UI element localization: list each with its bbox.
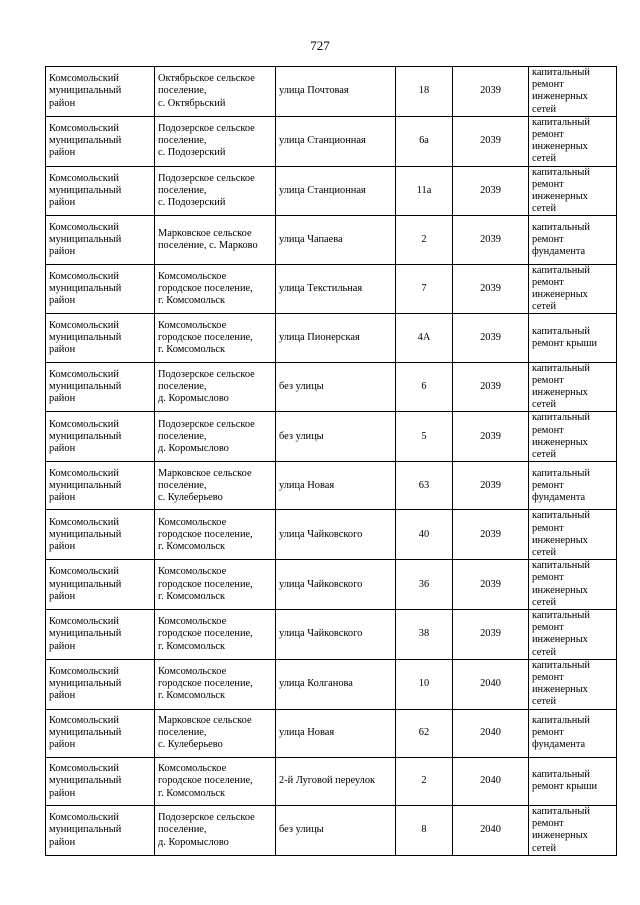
district-cell — [46, 362, 155, 412]
settlement-cell-line: городское поселение, — [158, 775, 253, 787]
settlement-cell-line: г. Комсомольск — [158, 344, 226, 356]
year-cell: 2040 — [453, 757, 529, 805]
table-row — [46, 67, 617, 117]
table-row — [46, 560, 617, 610]
district-cell-line: район — [49, 344, 76, 356]
settlement-cell-line: городское поселение, — [158, 282, 253, 294]
street-cell: улица Чапаева — [276, 216, 396, 264]
settlement-cell-line: с. Кулеберьево — [158, 491, 223, 503]
settlement-cell — [155, 610, 276, 660]
work-type-cell-line: ремонт — [532, 522, 564, 534]
work-type-cell-line: инженерных — [532, 684, 588, 696]
settlement-cell-line: г. Комсомольск — [158, 590, 226, 602]
year-cell: 2039 — [453, 412, 529, 462]
work-type-cell-line: сетей — [532, 399, 557, 411]
district-cell — [46, 462, 155, 510]
year-cell: 2040 — [453, 709, 529, 757]
settlement-cell-line: городское поселение, — [158, 678, 253, 690]
district-cell-line: муниципальный — [49, 85, 122, 97]
work-type-cell-line: ремонт — [532, 129, 564, 141]
district-cell-line: район — [49, 246, 76, 258]
settlement-cell-line: Марковское сельское — [158, 467, 252, 479]
year-cell: 2039 — [453, 314, 529, 362]
work-type-cell-line: ремонт — [532, 622, 564, 634]
district-cell — [46, 216, 155, 264]
district-cell-line: район — [49, 690, 76, 702]
table-row — [46, 709, 617, 757]
settlement-cell — [155, 216, 276, 264]
district-cell-line: Комсомольский — [49, 516, 119, 528]
work-type-cell-line: сетей — [532, 203, 557, 215]
settlement-cell — [155, 806, 276, 856]
work-type-cell-line: ремонт — [532, 572, 564, 584]
work-type-cell-line: ремонт — [532, 374, 564, 386]
house-number-cell: 8 — [396, 806, 453, 856]
work-type-cell-line: сетей — [532, 646, 557, 658]
work-type-cell-line: сетей — [532, 547, 557, 559]
settlement-cell — [155, 314, 276, 362]
work-type-cell-line: ремонт — [532, 178, 564, 190]
settlement-cell-line: поселение, — [158, 85, 207, 97]
work-type-cell-line: капитальный — [532, 560, 590, 572]
work-type-cell-line: фундамента — [532, 246, 586, 258]
work-type-cell-line: ремонт — [532, 479, 564, 491]
work-type-cell-line: инженерных — [532, 830, 588, 842]
page-number: 727 — [310, 38, 330, 53]
district-cell — [46, 757, 155, 805]
work-type-cell-line: инженерных — [532, 436, 588, 448]
settlement-cell-line: поселение, — [158, 479, 207, 491]
table-row — [46, 757, 617, 805]
street-cell: улица Станционная — [276, 166, 396, 216]
settlement-cell-line: д. Коромыслово — [158, 393, 229, 405]
district-cell-line: Комсомольский — [49, 616, 119, 628]
district-cell-line: Комсомольский — [49, 368, 119, 380]
settlement-cell-line: поселение, — [158, 727, 207, 739]
year-cell: 2039 — [453, 216, 529, 264]
settlement-cell-line: поселение, — [158, 430, 207, 442]
district-cell-line: район — [49, 197, 76, 209]
work-type-cell-line: инженерных — [532, 584, 588, 596]
work-type-cell-line: капитальный — [532, 116, 590, 128]
house-number-cell: 36 — [396, 560, 453, 610]
settlement-cell-line: поселение, с. Марково — [158, 240, 258, 252]
settlement-cell — [155, 560, 276, 610]
work-type-cell — [529, 610, 617, 660]
settlement-cell — [155, 166, 276, 216]
district-cell-line: муниципальный — [49, 135, 122, 147]
work-type-cell-line: капитальный — [532, 221, 590, 233]
house-number-cell: 2 — [396, 757, 453, 805]
work-type-cell-line: ремонт — [532, 424, 564, 436]
settlement-cell-line: г. Комсомольск — [158, 295, 226, 307]
table-body — [46, 67, 617, 856]
street-cell: без улицы — [276, 362, 396, 412]
district-cell — [46, 412, 155, 462]
house-number-cell: 11а — [396, 166, 453, 216]
street-cell: улица Чайковского — [276, 510, 396, 560]
settlement-cell-line: с. Подозерский — [158, 197, 226, 209]
work-type-cell-line: ремонт — [532, 672, 564, 684]
district-cell-line: Комсомольский — [49, 763, 119, 775]
district-cell-line: муниципальный — [49, 331, 122, 343]
work-type-cell — [529, 510, 617, 560]
year-cell: 2039 — [453, 264, 529, 314]
settlement-cell — [155, 659, 276, 709]
work-type-cell-line: инженерных — [532, 141, 588, 153]
work-type-cell-line: сетей — [532, 301, 557, 313]
work-type-cell-line: сетей — [532, 696, 557, 708]
year-cell: 2039 — [453, 510, 529, 560]
district-cell — [46, 560, 155, 610]
district-cell-line: муниципальный — [49, 775, 122, 787]
house-number-cell: 18 — [396, 67, 453, 117]
settlement-cell — [155, 264, 276, 314]
work-type-cell-line: капитальный — [532, 166, 590, 178]
street-cell: улица Чайковского — [276, 560, 396, 610]
house-number-cell: 4А — [396, 314, 453, 362]
year-cell: 2039 — [453, 560, 529, 610]
settlement-cell — [155, 757, 276, 805]
table-row — [46, 264, 617, 314]
work-type-cell-line: фундамента — [532, 739, 586, 751]
district-cell — [46, 610, 155, 660]
settlement-cell-line: поселение, — [158, 380, 207, 392]
settlement-cell-line: Подозерское сельское — [158, 418, 255, 430]
district-cell-line: муниципальный — [49, 380, 122, 392]
district-cell-line: район — [49, 640, 76, 652]
settlement-cell-line: Подозерское сельское — [158, 368, 255, 380]
settlement-cell-line: Комсомольское — [158, 616, 227, 628]
table-row — [46, 166, 617, 216]
table-row — [46, 216, 617, 264]
settlement-cell — [155, 362, 276, 412]
work-type-cell-line: инженерных — [532, 91, 588, 103]
work-type-cell — [529, 116, 617, 166]
district-cell-line: район — [49, 295, 76, 307]
house-number-cell: 7 — [396, 264, 453, 314]
settlement-cell-line: городское поселение, — [158, 331, 253, 343]
settlement-cell-line: Подозерское сельское — [158, 122, 255, 134]
table-row — [46, 659, 617, 709]
house-number-cell: 38 — [396, 610, 453, 660]
work-type-cell-line: сетей — [532, 103, 557, 115]
settlement-cell-line: городское поселение, — [158, 628, 253, 640]
work-type-cell-line: инженерных — [532, 387, 588, 399]
house-number-cell: 6 — [396, 362, 453, 412]
year-cell: 2039 — [453, 116, 529, 166]
settlement-cell-line: Комсомольское — [158, 270, 227, 282]
district-cell-line: Комсомольский — [49, 221, 119, 233]
settlement-cell-line: Комсомольское — [158, 566, 227, 578]
district-cell-line: район — [49, 393, 76, 405]
work-type-cell — [529, 462, 617, 510]
street-cell: 2-й Луговой переулок — [276, 757, 396, 805]
district-cell-line: Комсомольский — [49, 812, 119, 824]
work-type-cell-line: ремонт — [532, 727, 564, 739]
house-number-cell: 40 — [396, 510, 453, 560]
street-cell: улица Станционная — [276, 116, 396, 166]
district-cell-line: район — [49, 540, 76, 552]
work-type-cell-line: капитальный — [532, 806, 590, 818]
street-cell: улица Новая — [276, 709, 396, 757]
house-number-cell: 10 — [396, 659, 453, 709]
settlement-cell-line: г. Комсомольск — [158, 640, 226, 652]
year-cell: 2039 — [453, 166, 529, 216]
district-cell-line: Комсомольский — [49, 714, 119, 726]
settlement-cell-line: с. Подозерский — [158, 147, 226, 159]
settlement-cell-line: Комсомольское — [158, 319, 227, 331]
settlement-cell-line: городское поселение, — [158, 528, 253, 540]
settlement-cell-line: с. Октябрьский — [158, 97, 226, 109]
district-cell-line: район — [49, 147, 76, 159]
year-cell: 2039 — [453, 67, 529, 117]
work-type-cell — [529, 709, 617, 757]
district-cell-line: муниципальный — [49, 184, 122, 196]
work-type-cell — [529, 560, 617, 610]
work-type-cell-line: капитальный — [532, 264, 590, 276]
district-cell-line: Комсомольский — [49, 418, 119, 430]
district-cell-line: Комсомольский — [49, 73, 119, 85]
work-type-cell-line: капитальный — [532, 610, 590, 622]
work-type-cell-line: инженерных — [532, 534, 588, 546]
work-type-cell — [529, 67, 617, 117]
work-type-cell — [529, 806, 617, 856]
year-cell: 2039 — [453, 610, 529, 660]
house-number-cell: 6а — [396, 116, 453, 166]
work-type-cell — [529, 216, 617, 264]
table-row — [46, 412, 617, 462]
settlement-cell-line: Марковское сельское — [158, 714, 252, 726]
district-cell-line: район — [49, 97, 76, 109]
district-cell — [46, 659, 155, 709]
work-type-cell-line: ремонт крыши — [532, 781, 598, 793]
table-row — [46, 806, 617, 856]
work-type-cell-line: инженерных — [532, 289, 588, 301]
year-cell: 2040 — [453, 659, 529, 709]
work-type-cell — [529, 264, 617, 314]
district-cell-line: муниципальный — [49, 727, 122, 739]
work-type-cell — [529, 166, 617, 216]
street-cell: улица Текстильная — [276, 264, 396, 314]
district-cell-line: Комсомольский — [49, 566, 119, 578]
district-cell-line: муниципальный — [49, 430, 122, 442]
work-type-cell-line: ремонт — [532, 276, 564, 288]
work-type-cell-line: ремонт — [532, 818, 564, 830]
district-cell — [46, 166, 155, 216]
district-cell — [46, 510, 155, 560]
settlement-cell — [155, 462, 276, 510]
street-cell: улица Новая — [276, 462, 396, 510]
settlement-cell — [155, 67, 276, 117]
housing-repair-table — [45, 66, 617, 856]
district-cell-line: Комсомольский — [49, 122, 119, 134]
work-type-cell-line: капитальный — [532, 714, 590, 726]
district-cell — [46, 116, 155, 166]
street-cell: без улицы — [276, 412, 396, 462]
district-cell-line: район — [49, 491, 76, 503]
work-type-cell-line: инженерных — [532, 634, 588, 646]
district-cell-line: Комсомольский — [49, 467, 119, 479]
house-number-cell: 62 — [396, 709, 453, 757]
settlement-cell-line: поселение, — [158, 184, 207, 196]
work-type-cell-line: сетей — [532, 842, 557, 854]
work-type-cell-line: фундамента — [532, 491, 586, 503]
table-row — [46, 362, 617, 412]
work-type-cell — [529, 757, 617, 805]
settlement-cell-line: с. Кулеберьево — [158, 739, 223, 751]
year-cell: 2039 — [453, 362, 529, 412]
settlement-cell-line: Подозерское сельское — [158, 172, 255, 184]
settlement-cell-line: Комсомольское — [158, 665, 227, 677]
district-cell-line: Комсомольский — [49, 270, 119, 282]
district-cell-line: район — [49, 442, 76, 454]
work-type-cell-line: сетей — [532, 449, 557, 461]
district-cell-line: Комсомольский — [49, 172, 119, 184]
work-type-cell-line: капитальный — [532, 362, 590, 374]
district-cell-line: район — [49, 590, 76, 602]
district-cell-line: муниципальный — [49, 233, 122, 245]
work-type-cell-line: ремонт крыши — [532, 338, 598, 350]
table-row — [46, 610, 617, 660]
district-cell-line: район — [49, 836, 76, 848]
district-cell-line: муниципальный — [49, 578, 122, 590]
work-type-cell — [529, 412, 617, 462]
district-cell — [46, 709, 155, 757]
house-number-cell: 63 — [396, 462, 453, 510]
work-type-cell-line: капитальный — [532, 467, 590, 479]
district-cell — [46, 67, 155, 117]
district-cell-line: муниципальный — [49, 528, 122, 540]
work-type-cell-line: капитальный — [532, 659, 590, 671]
district-cell-line: район — [49, 739, 76, 751]
street-cell: улица Почтовая — [276, 67, 396, 117]
settlement-cell-line: Комсомольское — [158, 516, 227, 528]
work-type-cell-line: капитальный — [532, 510, 590, 522]
work-type-cell-line: сетей — [532, 596, 557, 608]
settlement-cell-line: г. Комсомольск — [158, 787, 226, 799]
settlement-cell-line: г. Комсомольск — [158, 690, 226, 702]
district-cell-line: муниципальный — [49, 628, 122, 640]
district-cell-line: район — [49, 787, 76, 799]
settlement-cell — [155, 412, 276, 462]
settlement-cell-line: д. Коромыслово — [158, 442, 229, 454]
work-type-cell-line: ремонт — [532, 233, 564, 245]
work-type-cell-line: ремонт — [532, 79, 564, 91]
table-row — [46, 314, 617, 362]
district-cell — [46, 314, 155, 362]
street-cell: улица Чайковского — [276, 610, 396, 660]
district-cell-line: муниципальный — [49, 479, 122, 491]
work-type-cell — [529, 362, 617, 412]
table-row — [46, 116, 617, 166]
settlement-cell — [155, 116, 276, 166]
work-type-cell-line: капитальный — [532, 769, 590, 781]
settlement-cell — [155, 709, 276, 757]
settlement-cell-line: д. Коромыслово — [158, 836, 229, 848]
street-cell: улица Пионерская — [276, 314, 396, 362]
house-number-cell: 5 — [396, 412, 453, 462]
work-type-cell — [529, 314, 617, 362]
street-cell: без улицы — [276, 806, 396, 856]
district-cell — [46, 806, 155, 856]
district-cell-line: муниципальный — [49, 282, 122, 294]
district-cell-line: Комсомольский — [49, 319, 119, 331]
district-cell-line: муниципальный — [49, 824, 122, 836]
work-type-cell — [529, 659, 617, 709]
work-type-cell-line: инженерных — [532, 191, 588, 203]
settlement-cell-line: Комсомольское — [158, 763, 227, 775]
work-type-cell-line: сетей — [532, 153, 557, 165]
settlement-cell — [155, 510, 276, 560]
settlement-cell-line: Марковское сельское — [158, 227, 252, 239]
house-number-cell: 2 — [396, 216, 453, 264]
work-type-cell-line: капитальный — [532, 67, 590, 78]
year-cell: 2040 — [453, 806, 529, 856]
year-cell: 2039 — [453, 462, 529, 510]
work-type-cell-line: капитальный — [532, 325, 590, 337]
settlement-cell-line: Подозерское сельское — [158, 812, 255, 824]
settlement-cell-line: Октябрьское сельское — [158, 73, 255, 85]
settlement-cell-line: городское поселение, — [158, 578, 253, 590]
district-cell-line: Комсомольский — [49, 665, 119, 677]
table-row — [46, 462, 617, 510]
settlement-cell-line: поселение, — [158, 135, 207, 147]
settlement-cell-line: поселение, — [158, 824, 207, 836]
street-cell: улица Колганова — [276, 659, 396, 709]
district-cell-line: муниципальный — [49, 678, 122, 690]
table-row — [46, 510, 617, 560]
settlement-cell-line: г. Комсомольск — [158, 540, 226, 552]
district-cell — [46, 264, 155, 314]
work-type-cell-line: капитальный — [532, 412, 590, 424]
